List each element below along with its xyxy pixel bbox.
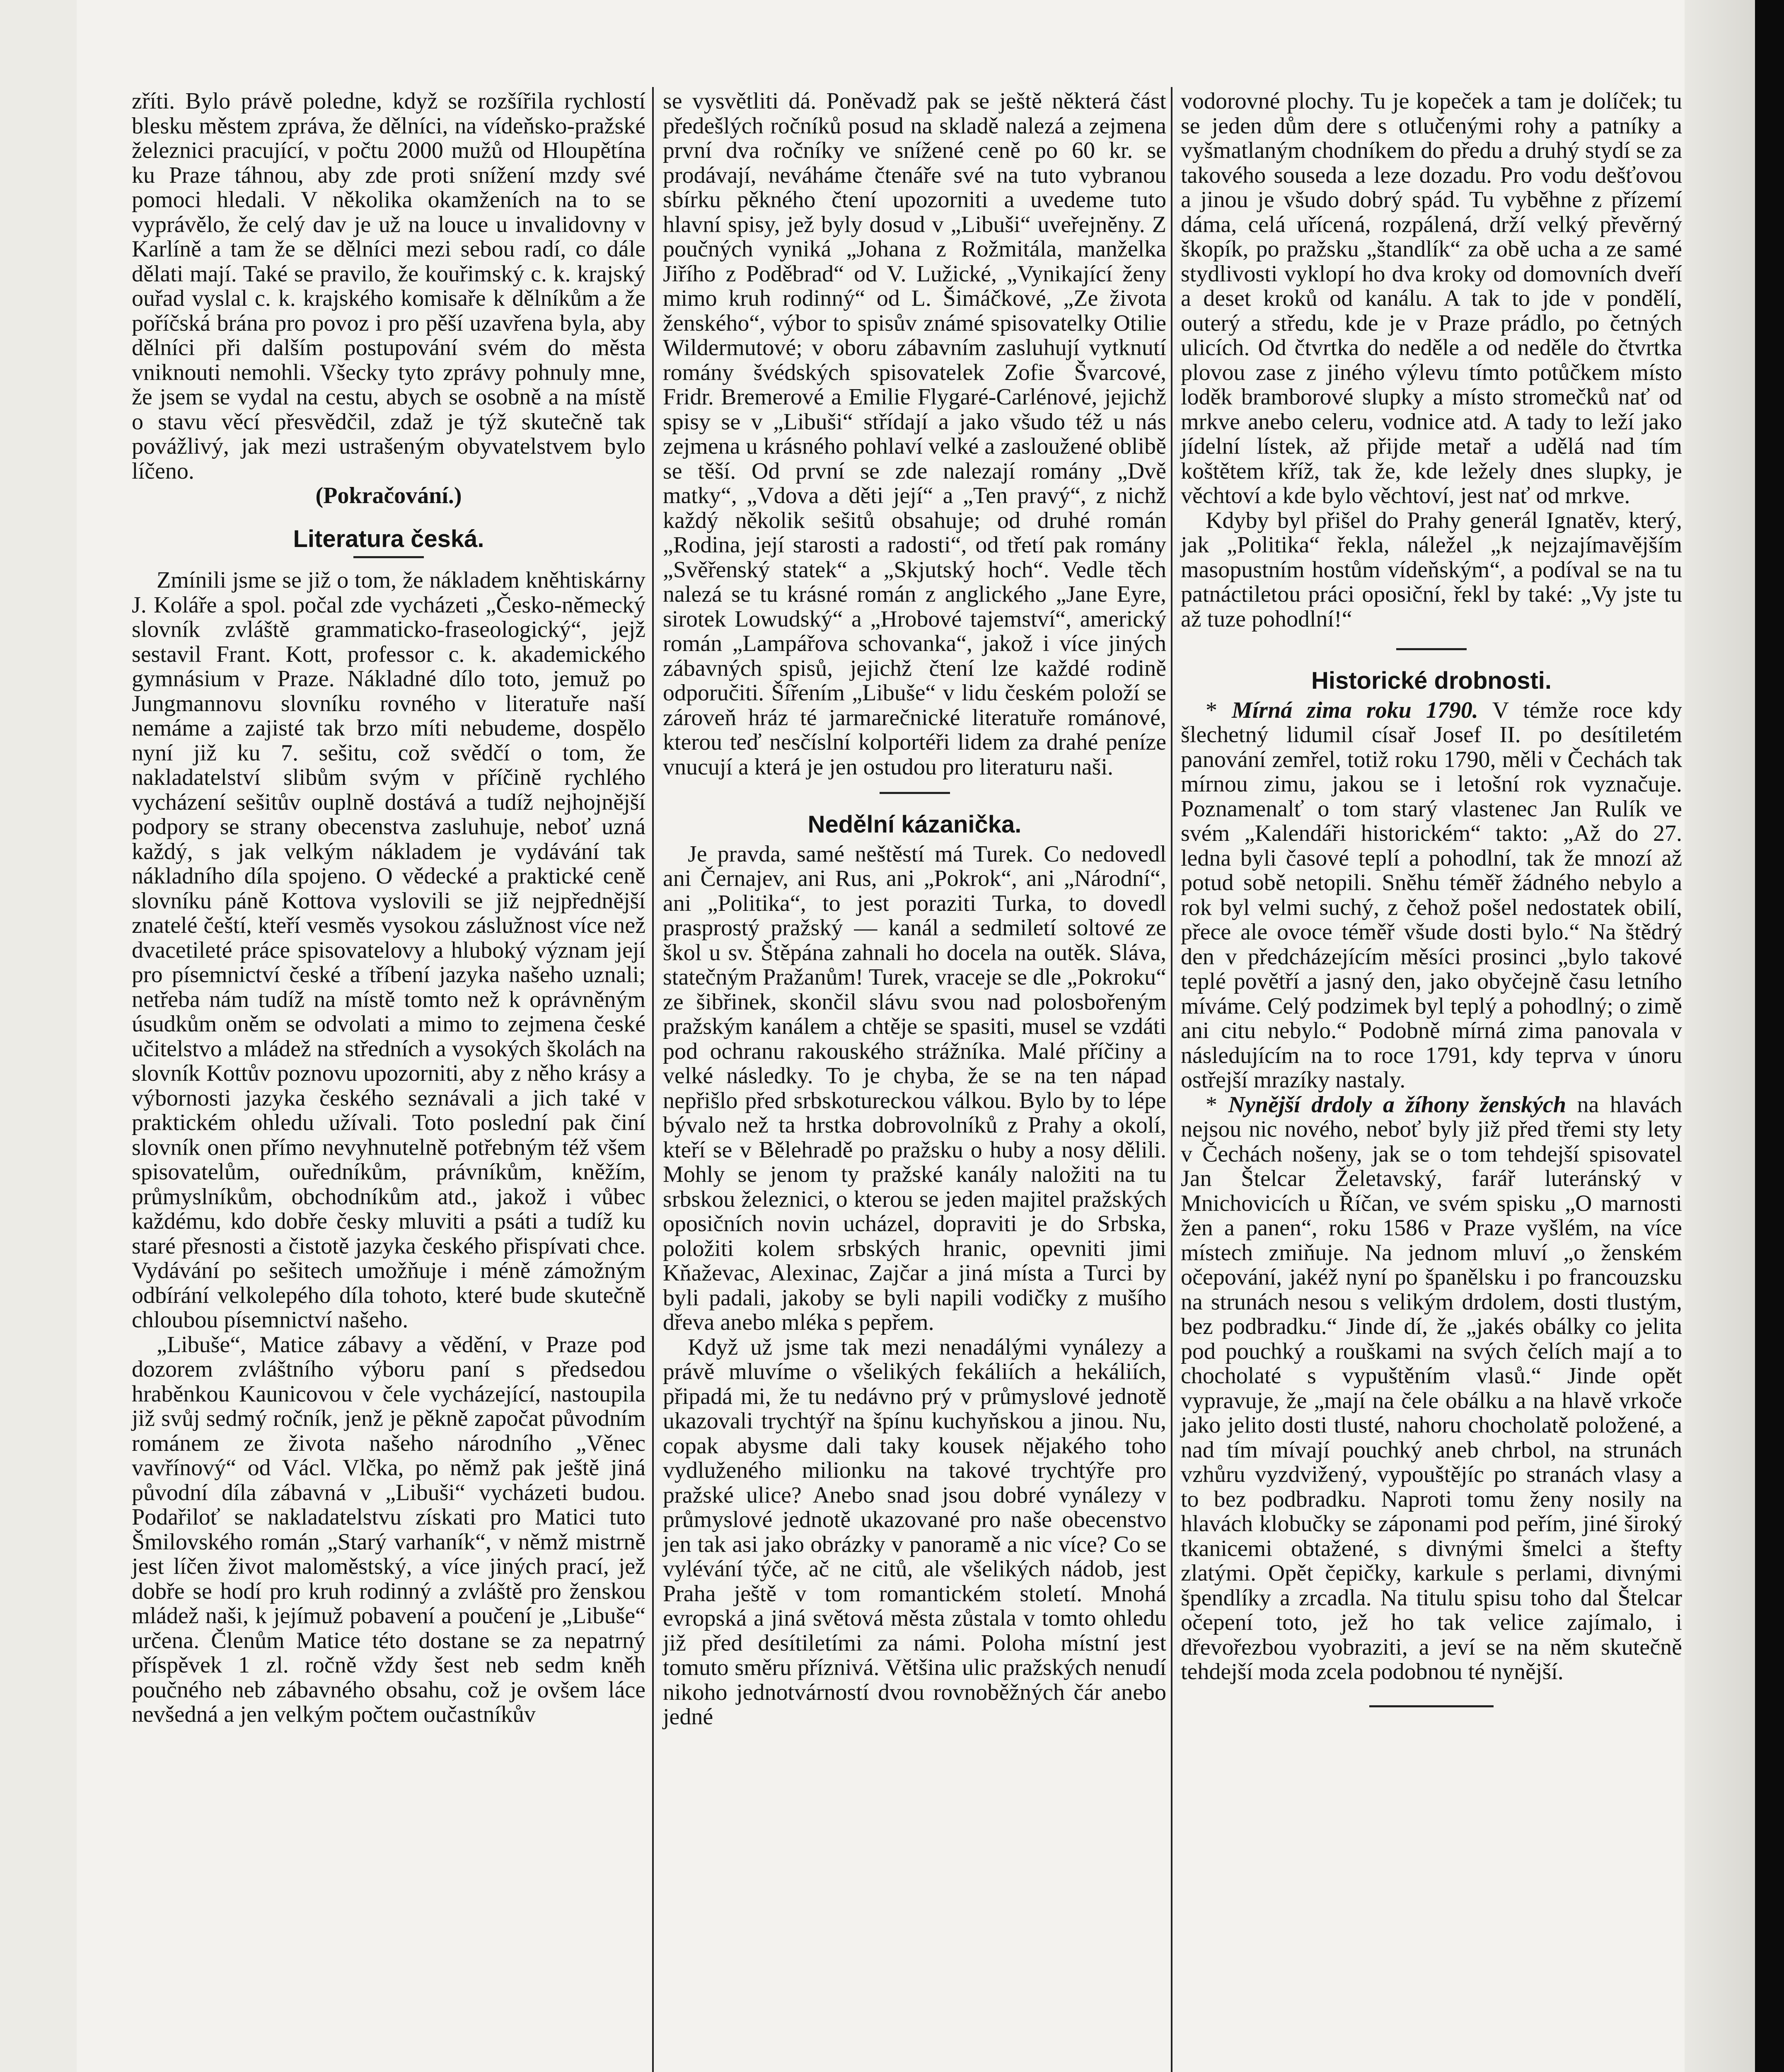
divider [1396, 648, 1467, 650]
page-margin-left [0, 0, 77, 2072]
column-rule [1171, 87, 1172, 2072]
paragraph: * Nynější drdoly a žíhony ženských na hlavách nejsou nic nového, neboť byly již před třemi sty lety v Čechách nošeny, jak se o tom tehdejší spisovatel Jan Štelcar Želetavský, farář luteránský v Mnichovicích u Říčan, ve svém spisku „O marnosti žen a panen“, roku 1586 v Praze vyšlém, na více místech zmiňuje. Na jednom mluví „o ženském očepování, jakéž nyní po španělsku i po francouzsku na strunách nesou s velikým drdolem, dosti tlustým, bez podbradku.“ Jinde dí, že „jakés obálky co jelita pod pouchký a rouškami na svých čelích mají a to chocholaté s vypuštěním vlasů.“ Jinde opět vypravuje, že „mají na čele obálku a na hlavě vrkoče jako jelito dosti tlusté, nahoru chocholatě položené, a nad tím mívají pouchký aneb chrbol, na strunách vzhůru vyzdvižený, vypouštějíc po stranách vlasy a to bez podbradku. Naproti tomu ženy nosily na hlavách klobučky se záponami pod peřím, jiné široký tkanicemi obtažené, s divnými šmelci a štefty zlatými. Opět čepičky, karkule s perlami, divnými špendlíky a zrcadla. Na titulu spisu toho dal Štelcar očepení toto, jež ho tak velice zajímalo, i dřevořezbou vyobraziti, a jeví se na něm skutečně tehdejší moda zcela podobnou té nynější. [1181, 1092, 1682, 1685]
column-2 [663, 89, 1166, 1730]
paragraph: Je pravda, samé neštěstí má Turek. Co nedovedl ani Černajev, ani Rus, ani „Pokrok“, ani „Národní“, ani „Politika“, to jest poraziti Turka, to dovedl prasprostý pražský — kanál a sedmiletí soltové ze škol u sv. Štěpána zahnali ho docela na outěk. Sláva, statečným Pražanům! Turek, vraceje se dle „Pokroku“ ze šibřinek, skončil slávu svou nad polosbořeným pražským kanálem a chtěje se spasiti, musel se vzdáti pod ochranu rakouského strážníka. Malé příčiny a velké následky. To je chyba, že se na ten nápad nepřišlo před srbskotureckou válkou. Bylo by to lépe bývalo než ta hrstka dobrovolníků z Prahy a okolí, kteří se v Bělehradě po pražsku o huby a nosy dělili. Mohly se jenom ty pražské kanály naložiti na tu srbskou železnici, o kterou se jeden majitel pražských oposičních novin ucházel, dopraviti je do Srbska, položiti kolem srbských hranic, opevniti jimi Kňaževac, Alexinac, Zajčar a jiná místa a Turci by byli padali, jakoby se byli napili vodičky z mušího dřeva anebo mléka s pepřem. [663, 841, 1166, 1335]
scan-border [1755, 0, 1784, 2072]
paragraph: vodorovné plochy. Tu je kopeček a tam je dolíček; tu se jeden dům dere s otlučenými rohy a patníky a vyšmatlaným chodníkem do předu a druhý stydí se za takového souseda a leze dozadu. Pro vodu dešťovou a jinou je všudo dobrý spád. Tu vyběhne z přízemí dáma, celá uřícená, rozpálená, drží velký převěrný škopík, po pražsku „štandlík“ za obě ucha a ze samé stydlivosti vyklopí ho dva kroky od domovních dveří a deset kroků od kanálu. A tak to jde v pondělí, outerý a středu, kde je v Praze prádlo, po četných ulicích. Od čtvrtka do neděle a od neděle do čtvrtka plovou zase z jiného výlevu tímto potůčkem místo loděk bramborové slupky a místo stromečků nať od mrkve anebo celeru, vodnice atd. A tady to leží jako jídelní lístek, až přijde metař a udělá nad tím koštětem kříž, tak že, kde ležely dnes slupky, je věchtoví a kde bylo věchtoví, jest nať od mrkve. [1181, 88, 1682, 508]
paragraph: „Libuše“, Matice zábavy a vědění, v Praze pod dozorem zvláštního výboru paní s předsedou hraběnkou Kaunicovou v čele vycházející, nastoupila již svůj sedmý ročník, jenž je pěkně započat původním románem ze života našeho národního „Věnec vavřínový“ od Václ. Vlčka, po němž pak ještě jiná původní díla zábavná v „Libuši“ vycházeti budou. Podařiloť se nakladatelstvu získati pro Matici tuto Šmilovského román „Starý varhaník“, v němž mistrně jest líčen život maloměstský, a více jiných prací, jež dobře se hodí pro kruh rodinný a zvláště pro ženskou mládež naši, k jejímuž pobavení a poučení je „Libuše“ určena. Členům Matice této dostane se za nepatrný příspěvek 1 zl. ročně vždy šest neb sedm kněh poučného neb zábavného obsahu, což je ovšem láce nevšedná a jen velkým počtem oučastníkův [132, 1331, 645, 1727]
paragraph: * Mírná zima roku 1790. V témže roce kdy šlechetný lidumil císař Josef II. po desítiletém panování zemřel, totiž roku 1790, měli v Čechách tak mírnou zimu, jakou se i letošní rok vyznačuje. Poznamenalť o tom starý vlastenec Jan Rulík ve svém „Kalendáři historickém“ takto: „Až do 27. ledna byli časové teplí a pohodlní, tak že mnozí až potud sobě netopili. Sněhu téměř žádného nebylo a rok byl velmi suchý, z čehož pošel nedostatek obilí, přece ale ovoce téměř všude dosti bylo.“ Na štědrý den v předcházejícím měsíci prosinci „bylo takové teplé povětří a jasný den, jako obyčejně času letního míváme. Celý podzimek byl teplý a pohodlný; o zimě ani citu nebylo.“ Podobně mírná zima panovala v následujícím na to roce 1791, kdy teprva v únoru ostřejší mrazíky nastaly. [1181, 697, 1682, 1093]
divider [353, 556, 424, 558]
column-1 [132, 89, 645, 1727]
section-heading: Nedělní kázanička. [807, 811, 1022, 838]
item-text: na hlavách nejsou nic nového, neboť byly již před třemi sty lety v Čechách nošeny, jak se o tom tehdejší spisovatel Jan Štelcar Želetavský, farář luteránský v Mnichovicích u Říčan, ve svém spisku „O marnosti žen a panen“, roku 1586 v Praze vyšlém, na více místech zmiňuje. Na jednom mluví „o ženském očepování, jakéž nyní po španělsku i po francouzsku na strunách nesou s velikým drdolem, dosti tlustým, bez podbradku.“ Jinde dí, že „jakés obálky co jelita pod pouchký a rouškami na svých čelích mají a to chocholaté s vypuštěním vlasů.“ Jinde opět vypravuje, že „mají na čele obálku a na hlavě vrkoče jako jelito dosti tlusté, nahoru chocholatě položené, a nad tím mívají pouchký aneb chrbol, na strunách vzhůru vyzdvižený, vypouštějíc po stranách vlasy a to bez podbradku. Naproti tomu ženy nosily na hlavách klobučky se záponami pod peřím, jiné široký tkanicemi obtažené, s divnými šmelci a štefty zlatými. Opět čepičky, karkule s perlami, divnými špendlíky a zrcadla. Na titulu spisu toho dal Štelcar očepení toto, jež ho tak velice zajímalo, i dřevořezbou vyobraziti, a jeví se na něm skutečně tehdejší moda zcela podobnou té nynější. [1181, 1092, 1682, 1685]
section-heading: Literatura česká. [293, 525, 484, 552]
page-margin-right [1685, 0, 1755, 2072]
section-heading: Historické drobnosti. [1311, 667, 1552, 694]
item-lead: Mírná zima roku 1790. [1231, 697, 1478, 723]
paragraph: Když už jsme tak mezi nenadálými vynálezy a právě mluvíme o všelikých fekáliích a hekáliích, připadá mi, že tu nedávno prý v průmyslové jednotě ukazovali trychtýř na špínu kuchyňskou a jinou. Nu, copak abysme dali taky kousek nějakého toho vydluženého milionku na takové trychtýře pro pražské ulice? Anebo snad jsou dobré vynálezy v průmyslové jednotě ukazované pro naše obecenstvo jen tak asi jako obrázky v panoramě a nic více? Co se vylévání týče, ač ne citů, ale všelikých nádob, jest Praha ještě v tom romantickém století. Mnohá evropská a jiná světová města zůstala v tomto ohledu již před desítiletími za námi. Poloha místní jest tomuto směru příznivá. Většina ulic pražských nenudí nikoho jednotvárností dvou rovnoběžných čár anebo jedné [663, 1334, 1166, 1730]
divider [1369, 1705, 1494, 1707]
paragraph: Zmínili jsme se již o tom, že nákladem kněhtiskárny J. Koláře a spol. počal zde vycházeti „Česko-německý slovník zvláště grammaticko-fraseologický“, jejž sestavil Frant. Kott, professor c. k. akademického gymnásium v Praze. Nákladné dílo toto, jemuž po Jungmannovu slovníku rovného v literatuře naší nemáme a zajisté tak brzo míti nebudeme, dospělo nyní již ku 7. sešitu, což svědčí o tom, že nakladatelství slibům svým v příčině rychlého vycházení sešitův ouplně dostává a tudíž nejhojnější podpory se strany obecenstva zasluhuje, neboť uzná každý, s jak velkým nákladem je vydávání tak nákladního díla spojeno. O vědecké a praktické ceně slovníku páně Kottova vyslovili se již nejpřednější znatelé čeští, kteří vesměs vysokou záslužnost více než dvacetileté práce spisovatelovy a hluboký význam její pro písemnictví české a tříbení jazyka našeho uznali; netřeba nám tudíž na místě tomto než k oprávněným úsudkům oněm se odvolati a mimo to zejmena české učitelstvo a mládež na středních a vysokých školách na slovník Kottův poznovu upozorniti, aby z něho krásy a výbornosti jazyka českého seznávali a jich také v praktickém ohledu užívali. Toto poslední pak činí slovník onen přímo nevyhnutelně potřebným též všem spisovatelům, ouředníkům, právníkům, kněžím, průmyslníkům, obchodníkům atd., jakož i vůbec každému, kdo dobře česky mluviti a psáti a tudíž ku staré přesnosti a čistotě jazyka českého přispívati chce. Vydávání po sešitech umožňuje i méně zámožným odbírání velkolepého díla tohoto, které bude skutečně chloubou písemnictví našeho. [132, 567, 645, 1333]
paragraph: zříti. Bylo právě poledne, když se rozšířila rychlostí blesku městem zpráva, že dělníci, na vídeňsko-pražské železnici pracující, v počtu 2000 mužů od Hloupětína ku Praze táhnou, aby zde proti snížení mzdy své pomoci hledali. V několika okamženích na to se vyprávělo, že celý dav je už na louce u invalidovny v Karlíně a tam že se dělníci mezi sebou radí, co dále dělati mají. Také se pravilo, že kouřimský c. k. krajský ouřad vyslal c. k. krajského komisaře k dělníkům a že poříčská brána pro povoz i pro pěší uzavřena byla, aby dělníci při dalším postupování svém do města vniknouti nemohli. Všecky tyto zprávy pohnuly mne, že jsem se vydal na cestu, abych se osobně a na místě o stavu věcí přesvědčil, zdaž je týž skutečně tak povážlivý, jak mezi ustrašeným obyvatelstvem bylo líčeno. [132, 88, 645, 484]
paragraph: Kdyby byl přišel do Prahy generál Ignatěv, který, jak „Politika“ řekla, náležel „k nejzajímavějším masopustním hostům vídeňským“, a podíval se na tu patnáctiletou práci oposiční, řekl by také: „Vy jste tu až tuze pohodlní!“ [1181, 507, 1682, 632]
paragraph: se vysvětliti dá. Poněvadž pak se ještě některá část předešlých ročníků posud na skladě nalezá a zejmena první dva ročníky ve snížené ceně po 60 kr. se prodávají, neváháme čtenáře své na tuto vybranou sbírku pěkného čtení upozorniti a uvedeme tuto hlavní spisy, jež byly dosud v „Libuši“ uveřejněny. Z poučných vyniká „Johana z Rožmitála, manželka Jiřího z Poděbrad“ od V. Lužické, „Vynikající ženy mimo kruh rodinný“ od L. Šimáčkové, „Ze života ženského“, výbor to spisův známé spisovatelky Otilie Wildermutové; v oboru zábavním zasluhují vytknutí romány švédských spisovatelek Zofie Švarcové, Fridr. Bremerové a Emilie Flygaré-Carlénové, jejichž spisy se v „Libuši“ střídají a jako všudo též u nás zejmena u krásného pohlaví velké a zasloužené oblibě se těší. Od první se zde nalezají romány „Dvě matky“, „Vdova a děti její“ a „Ten pravý“, z nichž každý několik sešitů obsahuje; od druhé román „Rodina, její starosti a radosti“, od třetí pak romány „Svěřenský statek“ a „Skjutský hoch“. Vedle těch nalezá se tu krásné román z anglického „Jane Eyre, sirotek Lowudský“ a „Hrobové tajemství“, americký román „Lampářova schovanka“, jakož i více jiných zábavných spisů, jejichž čtení lze každé rodině odporučiti. Šířením „Libuše“ v lidu českém položí se zároveň hráz té jarmarečnické literatuře románové, kterou teď nesčíslní kolportéři lidem za drahé peníze vnucují a která je jen ostudou pro literaturu naši. [663, 88, 1166, 780]
column-3 [1181, 89, 1682, 1717]
item-text: V témže roce kdy šlechetný lidumil císař Josef II. po desítiletém panování zemřel, totiž roku 1790, měli v Čechách tak mírnou zimu, jakou se i letošní rok vyznačuje. Poznamenalť o tom starý vlastenec Jan Rulík ve svém „Kalendáři historickém“ takto: „Až do 27. ledna byli časové teplí a pohodlní, tak že mnozí až potud sobě netopili. Sněhu téměř žádného nebylo a rok byl velmi suchý, z čehož pošel nedostatek obilí, přece ale ovoce téměř všude dosti bylo.“ Na štědrý den v předcházejícím měsíci prosinci „bylo takové teplé povětří a jasný den, jako obyčejně času letního míváme. Celý podzimek byl teplý a pohodlný; o zimě ani citu nebylo.“ Podobně mírná zima panovala v následujícím na to roce 1791, kdy teprva v únoru ostřejší mrazíky nastaly. [1181, 697, 1682, 1093]
column-rule [652, 87, 654, 2072]
divider [880, 792, 950, 794]
item-lead: Nynější drdoly a žíhony ženských [1228, 1092, 1566, 1118]
continuation-note: (Pokračování.) [315, 483, 462, 508]
